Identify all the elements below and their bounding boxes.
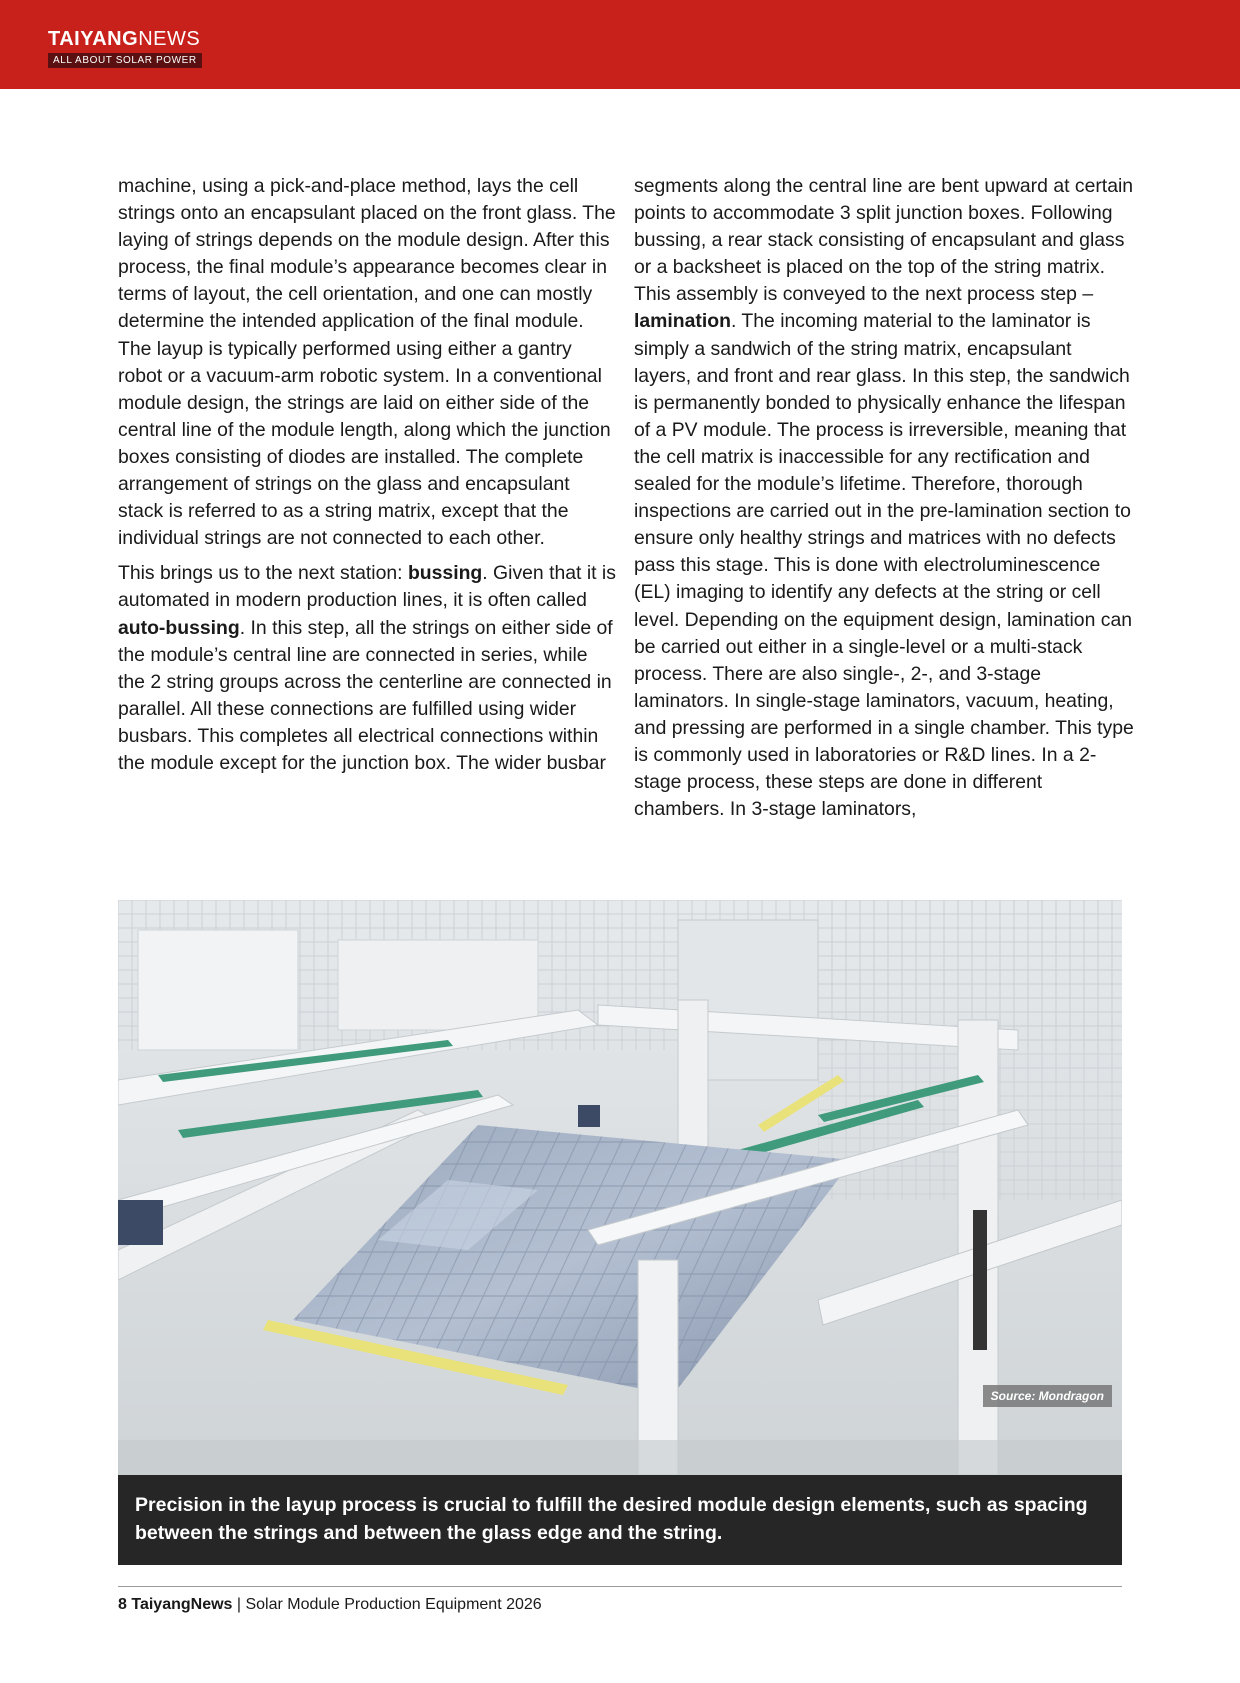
taiyangnews-logo[interactable] bbox=[48, 28, 202, 68]
right-paragraph-1 bbox=[634, 173, 1134, 823]
term-bussing: bussing bbox=[407, 562, 483, 585]
footer-brand: TaiyangNews bbox=[131, 1596, 233, 1613]
logo-tagline: ALL ABOUT SOLAR POWER bbox=[48, 53, 202, 68]
term-auto-bussing: auto-bussing bbox=[118, 616, 240, 639]
text-run: segments along the central line are bent upward at certain points to accommodate 3 split junction boxes. Following bussing, a rear stack consisting of encapsulant and glass or a backsheet is placed on the top of the string matrix. This assembly is conveyed to the next process step – bbox=[634, 175, 1134, 306]
right-column bbox=[634, 173, 1134, 831]
header-bar bbox=[0, 0, 1240, 89]
footer-separator: | bbox=[232, 1596, 246, 1613]
logo-light-text: NEWS bbox=[138, 28, 201, 50]
publication-title: Solar Module Production Equipment 2026 bbox=[245, 1596, 542, 1613]
photo-source-credit: Source: Mondragon bbox=[983, 1385, 1112, 1407]
text-run: This brings us to the next station: bbox=[118, 562, 408, 585]
text-run: . In this step, all the strings on either side of the module’s central line are connected in series, while the 2 string groups across the centerline are connected in parallel. All these connections are fulfilled using wider busbars. This completes all electrical connections within the module except for the junction box. The wider busbar bbox=[118, 616, 613, 774]
text-run: . Given that it is automated in modern production lines, it is often called bbox=[118, 562, 616, 612]
page-footer bbox=[118, 1596, 542, 1614]
left-paragraph-1: machine, using a pick-and-place method, lays the cell strings onto an encapsulant placed on the front glass. The laying of strings depends on the module design. After this process, the final module’s appearance becomes clear in terms of layout, the cell orientation, and one can mostly determine the intended application of the final module. The layup is typically performed using either a gantry robot or a vacuum-arm robotic system. In a conventional module design, the strings are laid on either side of the central line of the module length, along which the junction boxes consisting of diodes are installed. The complete arrangement of strings on the glass and encapsulant stack is referred to as a string matrix, except that the individual strings are not connected to each other. bbox=[118, 175, 616, 550]
left-paragraph-2 bbox=[118, 560, 618, 777]
logo-bold-text: TAIYANG bbox=[48, 28, 139, 50]
text-run: . The incoming material to the laminator is simply a sandwich of the string matrix, encapsulant layers, and front and rear glass. In this step, the sandwich is permanently bonded to physically enhance the lifespan of a PV module. The process is irreversible, meaning that the cell matrix is inaccessible for any rectification and sealed for the module’s lifetime. Therefore, thorough inspections are carried out in the pre-lamination section to ensure only healthy strings and matrices with no defects pass this stage. This is done with electroluminescence (EL) imaging to identify any defects at the string or cell level. Depending on the equipment design, lamination can be carried out either in a single-level or a multi-stack process. There are also single-, 2-, and 3-stage laminators. In single-stage laminators, vacuum, heating, and pressing are performed in a single chamber. This type is commonly used in laboratories or R&D lines. In a 2-stage process, these steps are done in different chambers. In 3-stage laminators, bbox=[634, 310, 1134, 821]
figure-caption-box bbox=[118, 1475, 1122, 1565]
figure-caption: Precision in the layup process is crucial to fulfill the desired module design elements, such as spacing between the strings and between the glass edge and the string. bbox=[135, 1494, 1088, 1544]
footer-divider bbox=[118, 1586, 1122, 1587]
term-lamination: lamination bbox=[634, 310, 731, 333]
page-number: 8 bbox=[118, 1596, 127, 1613]
layup-machine-photo bbox=[118, 900, 1122, 1475]
left-column bbox=[118, 173, 618, 785]
photo-illustration bbox=[118, 900, 1122, 1475]
